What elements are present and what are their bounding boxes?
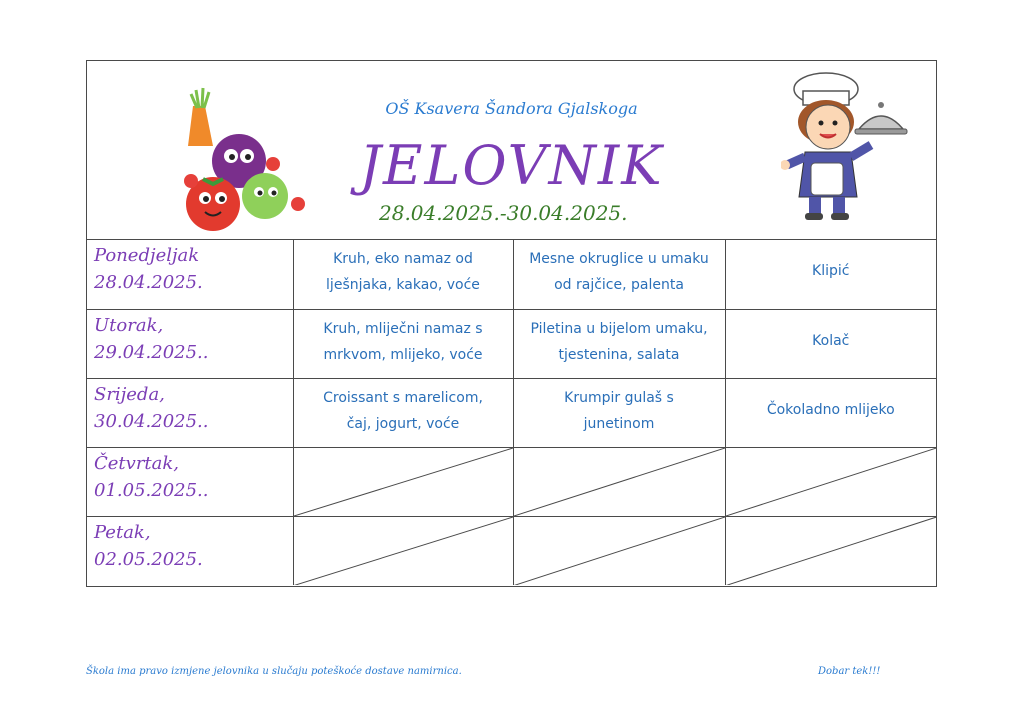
- meal-line: Kruh, mliječni namaz s: [323, 320, 483, 337]
- snack-cell: [725, 378, 936, 447]
- menu-sheet: [86, 60, 937, 587]
- day-date: 28.04.2025.: [94, 272, 203, 293]
- day-cell: [87, 447, 293, 516]
- strike-line-icon: [294, 448, 513, 516]
- strike-line-icon: [294, 517, 513, 586]
- meal-line: Klipić: [812, 263, 850, 279]
- meal-line: od rajčice, palenta: [554, 277, 684, 293]
- breakfast-cell: [293, 378, 513, 447]
- footer-note: Škola ima pravo izmjene jelovnika u slučaju poteškoće dostave namirnica.: [86, 666, 462, 677]
- meal-line: Piletina u bijelom umaku,: [530, 320, 708, 337]
- day-date: 02.05.2025.: [94, 548, 203, 570]
- empty-cell: [293, 447, 513, 516]
- table-row: [87, 447, 936, 516]
- strike-line-icon: [726, 517, 937, 586]
- day-name: Ponedjeljak: [94, 245, 200, 266]
- day-name: Utorak,: [94, 314, 164, 336]
- day-cell: [87, 516, 293, 585]
- day-cell: [87, 378, 293, 447]
- day-date: 29.04.2025..: [94, 341, 209, 363]
- day-date: 01.05.2025..: [94, 479, 209, 501]
- table-row: [87, 309, 936, 378]
- snack-cell: [725, 240, 936, 309]
- lunch-cell: [513, 240, 725, 309]
- breakfast-cell: [293, 309, 513, 378]
- day-name: Srijeda,: [94, 383, 165, 405]
- strike-line-icon: [514, 517, 725, 586]
- meal-line: Kruh, eko namaz od: [333, 251, 473, 267]
- table-row: [87, 516, 936, 585]
- meal-line: mrkvom, mlijeko, voće: [323, 346, 483, 363]
- empty-cell: [293, 516, 513, 585]
- day-date: 30.04.2025..: [94, 410, 209, 432]
- meal-line: tjestenina, salata: [558, 346, 680, 363]
- table-row: [87, 378, 936, 447]
- footer-greeting: Dobar tek!!!: [818, 666, 881, 677]
- day-name: Četvrtak,: [94, 452, 180, 474]
- meal-line: lješnjaka, kakao, voće: [326, 277, 480, 293]
- empty-cell: [513, 516, 725, 585]
- page-title: JELOVNIK: [359, 134, 664, 197]
- lunch-cell: [513, 309, 725, 378]
- strike-line-icon: [726, 448, 937, 516]
- strike-line-icon: [514, 448, 725, 516]
- empty-cell: [725, 516, 936, 585]
- menu-table: [87, 240, 936, 585]
- meal-line: Kolač: [812, 332, 850, 349]
- school-name: OŠ Ksavera Šandora Gjalskoga: [385, 99, 638, 118]
- meal-line: Croissant s marelicom,: [323, 389, 483, 406]
- meal-line: Mesne okruglice u umaku: [529, 251, 709, 267]
- breakfast-cell: [293, 240, 513, 309]
- day-name: Petak,: [94, 521, 151, 543]
- empty-cell: [513, 447, 725, 516]
- chef-illustration-icon: [781, 67, 911, 227]
- meal-line: čaj, jogurt, voće: [346, 415, 460, 432]
- date-range: 28.04.2025.-30.04.2025.: [379, 201, 628, 225]
- table-row: [87, 240, 936, 309]
- lunch-cell: [513, 378, 725, 447]
- empty-cell: [725, 447, 936, 516]
- meal-line: junetinom: [583, 415, 655, 432]
- day-cell: [87, 240, 293, 309]
- meal-line: Krumpir gulaš s: [564, 389, 674, 406]
- meal-line: Čokoladno mlijeko: [766, 401, 895, 418]
- snack-cell: [725, 309, 936, 378]
- menu-header: [87, 61, 936, 240]
- day-cell: [87, 309, 293, 378]
